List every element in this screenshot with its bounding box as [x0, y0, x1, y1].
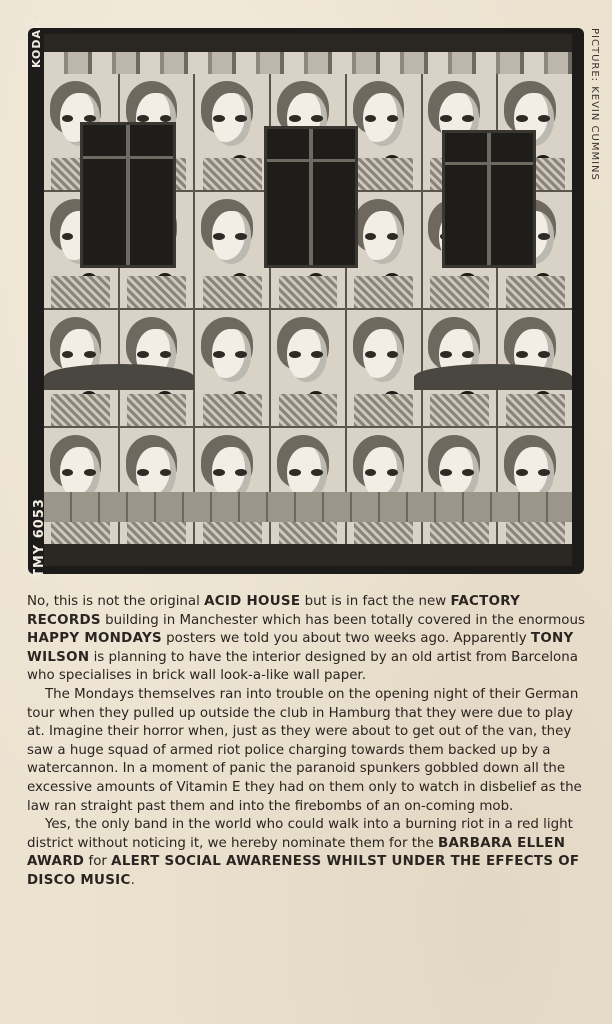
paragraph-2: The Mondays themselves ran into trouble on the opening night of their German tour when they pulled up outside the club in Hamburg that they were due to play at. Imagine their horror when, just as they were about to get out of the van, they saw a huge squad of armed riot police charging towards them backed up by a watercannon. In a moment of panic the paranoid spunkers gobbled down all the excessive amounts of Vitamin E they had on them only to watch in disbelief as the law ran straight past them and into the firebombs of an on-coming mob. — [27, 686, 582, 814]
text: No, this is not the original — [27, 594, 205, 609]
poster — [347, 310, 421, 426]
poster — [423, 428, 497, 544]
text: but is in fact the new — [300, 594, 451, 609]
paragraph-3 — [27, 816, 589, 890]
bold-name: ALERT SOCIAL AWARENESS WHILST UNDER THE EFFECTS OF DISCO MUSIC — [27, 854, 580, 888]
building-cornice — [44, 52, 572, 74]
film-brand: KODAK — [30, 19, 43, 68]
bold-name: HAPPY MONDAYS — [27, 631, 162, 647]
bold-name: ACID HOUSE — [204, 594, 301, 609]
poster — [195, 428, 269, 544]
article-body — [27, 593, 589, 891]
text: for — [84, 854, 112, 870]
bold-name: FACTORY RECORDS — [27, 594, 521, 628]
film-code: TMY 6053 — [32, 498, 47, 578]
poster — [271, 428, 345, 544]
building-arch — [414, 364, 572, 390]
bold-name: BARBARA ELLEN AWARD — [27, 835, 566, 870]
text: building in Manchester which has been totally covered in the enormous — [100, 612, 585, 628]
poster — [195, 192, 269, 308]
bold-name: TONY WILSON — [27, 631, 574, 665]
text: posters we told you about two weeks ago. Apparently — [161, 631, 531, 647]
photo-credit: PICTURE: KEVIN CUMMINS — [589, 28, 600, 181]
text: . — [130, 872, 135, 888]
film-edge — [44, 34, 572, 52]
building-window — [264, 126, 358, 268]
building-arch — [44, 364, 194, 390]
poster — [271, 310, 345, 426]
poster — [195, 74, 269, 190]
photo — [28, 19, 584, 578]
text: Yes, the only band in the world who could walk into a burning riot in a red light district without noticing it, we hereby nominate them for the — [27, 817, 573, 851]
paragraph-1 — [27, 593, 589, 686]
building-base — [44, 544, 572, 566]
text: is planning to have the interior designed by an old artist from Barcelona who specialises in brick wall look-a-like wall paper. — [27, 649, 578, 684]
poster — [120, 428, 194, 544]
building-window — [442, 130, 536, 268]
building-ledge — [44, 492, 572, 522]
poster — [347, 428, 421, 544]
building-photo — [44, 34, 572, 566]
poster — [498, 428, 572, 544]
building-window — [80, 122, 176, 268]
poster — [195, 310, 269, 426]
poster — [44, 428, 118, 544]
